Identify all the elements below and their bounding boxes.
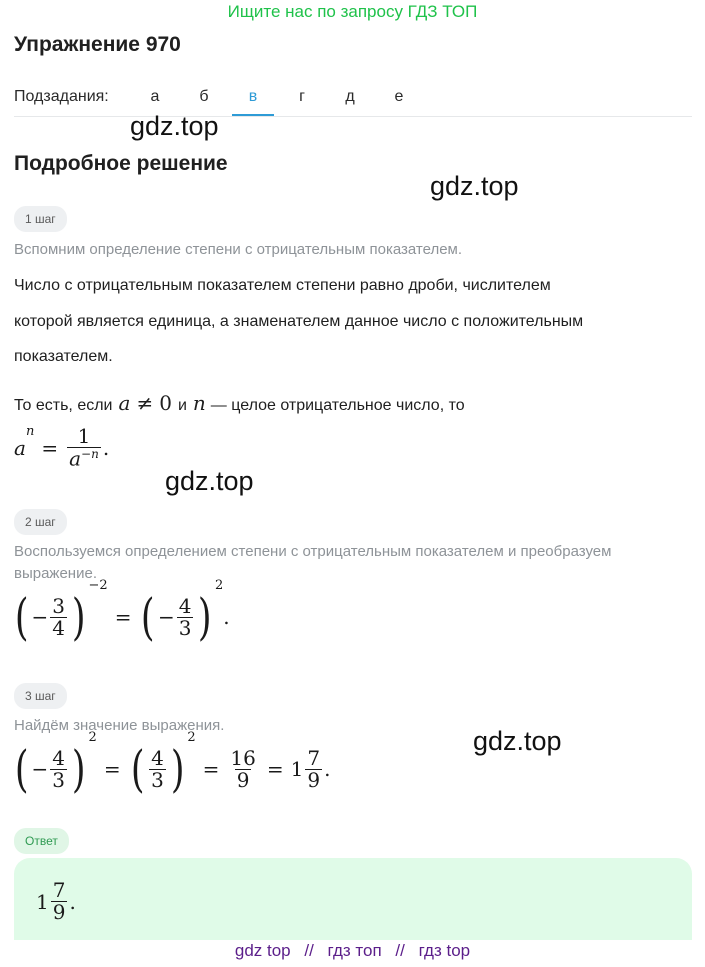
tab-g[interactable]: г <box>299 88 305 105</box>
solution-title: Подробное решение <box>14 152 228 175</box>
tab-e[interactable]: е <box>394 88 404 105</box>
watermark: gdz.top <box>165 466 254 496</box>
formula-evaluate: ( − $\frac{4}{3}$ ) 2 = ( $\frac{4}{3}$ ) 2 = $\frac{16}{9}$ = 1 $\frac{7}{9}$ . <box>14 730 331 798</box>
numerator: 1 <box>77 424 91 448</box>
fraction: $\frac{16}{9}$ <box>230 745 256 792</box>
footer-links: gdz top // гдз топ // гдз top <box>234 941 471 960</box>
step-hint: Вспомним определение степени с отрицательным показателем. <box>14 241 463 258</box>
tab-d[interactable]: д <box>345 88 355 105</box>
subtasks-label: Подзадания: <box>14 88 109 105</box>
and-word: и <box>177 397 187 414</box>
fraction: $\frac{4}{3}$ <box>52 745 66 792</box>
neq-sign: ≠ <box>136 391 154 415</box>
fraction: $\frac{4}{3}$ <box>151 745 164 792</box>
definition-line: показателем. <box>14 348 113 365</box>
answer-badge: Ответ <box>14 828 69 854</box>
formula-transform: ( − $\frac{3}{4}$ ) −2 = ( − $\frac{4}{3}$ ) 2 . <box>14 578 230 646</box>
subtasks-bar <box>14 86 692 117</box>
step-hint: Воспользуемся определением степени с отрицательным показателем и преобразуем выражение. <box>14 543 612 582</box>
step-hint: Найдём значение выражения. <box>14 717 225 734</box>
watermark: gdz.top <box>130 111 219 141</box>
tab-b[interactable]: б <box>199 88 209 105</box>
page-title: Упражнение 970 <box>14 33 181 56</box>
zero: 0 <box>159 391 172 415</box>
step-badge: 3 шаг <box>14 683 67 709</box>
condition-prefix: То есть, если <box>14 397 113 414</box>
var-a: a <box>118 391 131 415</box>
formula-definition <box>14 426 109 470</box>
footer-link[interactable]: гдз top <box>418 941 471 960</box>
denominator: $a^{-n}$ <box>69 446 99 471</box>
answer-formula: 1 $\frac{7}{9}$ . <box>36 878 76 924</box>
fraction: $\frac{7}{9}$ <box>52 878 66 924</box>
var-n: n <box>192 391 206 415</box>
watermark: gdz.top <box>473 726 562 756</box>
footer-link[interactable]: гдз топ <box>327 941 382 960</box>
footer-link[interactable]: gdz top <box>234 941 291 960</box>
formula-end: . <box>102 435 110 460</box>
equals-sign: = <box>41 435 59 460</box>
fraction <box>67 426 101 470</box>
fraction: $\frac{4}{3}$ <box>178 593 192 640</box>
promo-banner: Ищите нас по запросу ГДЗ ТОП <box>227 2 478 21</box>
minus-sign: − <box>31 605 49 629</box>
definition-line: которой является единица, а знаменателем данное число с положительным <box>14 313 584 330</box>
condition-line <box>14 391 465 415</box>
tab-v[interactable]: в <box>232 88 274 116</box>
step-badge: 1 шаг <box>14 206 67 232</box>
exponent: −2 <box>88 578 108 593</box>
condition-suffix: — целое отрицательное число, то <box>210 397 465 414</box>
base-a: a <box>14 435 26 460</box>
watermark: gdz.top <box>430 171 519 201</box>
fraction: $\frac{7}{9}$ <box>307 745 321 792</box>
tab-a[interactable]: а <box>150 88 160 105</box>
answer-box <box>14 858 692 940</box>
definition-line: Число с отрицательным показателем степени равно дроби, числителем <box>14 277 551 294</box>
fraction: $\frac{3}{4}$ <box>52 593 66 640</box>
exponent: 2 <box>215 578 224 593</box>
exp-n: n <box>25 424 35 439</box>
step-badge: 2 шаг <box>14 509 67 535</box>
